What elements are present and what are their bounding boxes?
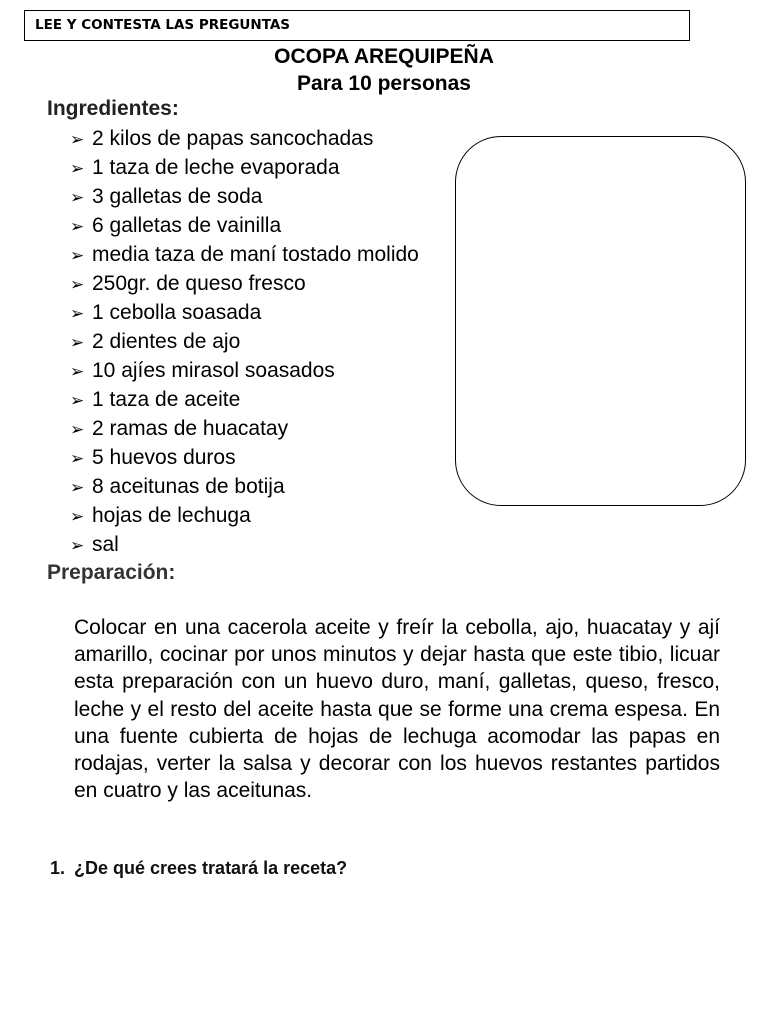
arrow-bullet-icon: ➢ — [70, 420, 85, 440]
ingredient-text: sal — [92, 533, 119, 556]
ingredient-item — [70, 124, 419, 153]
ingredient-text: 1 taza de leche evaporada — [92, 156, 340, 179]
arrow-bullet-icon: ➢ — [70, 304, 85, 324]
ingredient-item — [70, 385, 419, 414]
ingredient-item — [70, 472, 419, 501]
ingredient-item — [70, 530, 419, 559]
arrow-bullet-icon: ➢ — [70, 188, 85, 208]
ingredient-item — [70, 153, 419, 182]
image-placeholder-frame — [455, 136, 746, 506]
arrow-bullet-icon: ➢ — [70, 333, 85, 353]
ingredient-text: 1 cebolla soasada — [92, 301, 262, 324]
arrow-bullet-icon: ➢ — [70, 507, 85, 527]
ingredient-item — [70, 182, 419, 211]
ingredient-item — [70, 240, 419, 269]
ingredient-text: 3 galletas de soda — [92, 185, 263, 208]
arrow-bullet-icon: ➢ — [70, 159, 85, 179]
ingredient-text: 1 taza de aceite — [92, 388, 241, 411]
arrow-bullet-icon: ➢ — [70, 391, 85, 411]
ingredient-text: 10 ajíes mirasol soasados — [92, 359, 335, 382]
ingredient-text: 6 galletas de vainilla — [92, 214, 282, 237]
ingredient-text: 2 dientes de ajo — [92, 330, 241, 353]
ingredient-text: 8 aceitunas de botija — [92, 475, 285, 498]
preparation-heading: Preparación: — [47, 561, 176, 584]
ingredient-text: 2 ramas de huacatay — [92, 417, 289, 440]
ingredient-item — [70, 298, 419, 327]
ingredient-item — [70, 327, 419, 356]
ingredient-item — [70, 211, 419, 240]
arrow-bullet-icon: ➢ — [70, 536, 85, 556]
arrow-bullet-icon: ➢ — [70, 449, 85, 469]
ingredient-item — [70, 414, 419, 443]
recipe-servings: Para 10 personas — [297, 72, 471, 95]
ingredient-text: media taza de maní tostado molido — [92, 243, 419, 266]
arrow-bullet-icon: ➢ — [70, 130, 85, 150]
ingredients-heading: Ingredientes: — [47, 97, 179, 120]
question-number: 1. — [50, 858, 66, 878]
arrow-bullet-icon: ➢ — [70, 478, 85, 498]
question-text: ¿De qué crees tratará la receta? — [74, 858, 348, 878]
instructions-box — [24, 10, 690, 41]
ingredient-text: 5 huevos duros — [92, 446, 236, 469]
arrow-bullet-icon: ➢ — [70, 246, 85, 266]
ingredient-text: 2 kilos de papas sancochadas — [92, 127, 374, 150]
preparation-text: Colocar en una cacerola aceite y freír la cebolla, ajo, huacatay y ají amarillo, cocinar por unos minutos y dejar hasta que este tibio, licuar esta preparación con un huevo duro, maní, galletas, queso, fresco, leche y el resto del aceite hasta que se forme una crema espesa. En una fuente cubierta de hojas de lechuga acomodar las papas en rodajas, verter la salsa y decorar con los huevos restantes partidos en cuatro y las aceitunas. — [74, 616, 720, 803]
ingredient-item — [70, 356, 419, 385]
ingredient-item — [70, 501, 419, 530]
ingredient-text: hojas de lechuga — [92, 504, 251, 527]
arrow-bullet-icon: ➢ — [70, 275, 85, 295]
ingredient-item — [70, 443, 419, 472]
ingredient-text: 250gr. de queso fresco — [92, 272, 306, 295]
question-1 — [50, 858, 347, 879]
ingredient-item — [70, 269, 419, 298]
arrow-bullet-icon: ➢ — [70, 362, 85, 382]
recipe-title: OCOPA AREQUIPEÑA — [274, 45, 494, 68]
ingredients-list — [70, 124, 419, 559]
instructions-text: LEE Y CONTESTA LAS PREGUNTAS — [35, 17, 291, 33]
arrow-bullet-icon: ➢ — [70, 217, 85, 237]
